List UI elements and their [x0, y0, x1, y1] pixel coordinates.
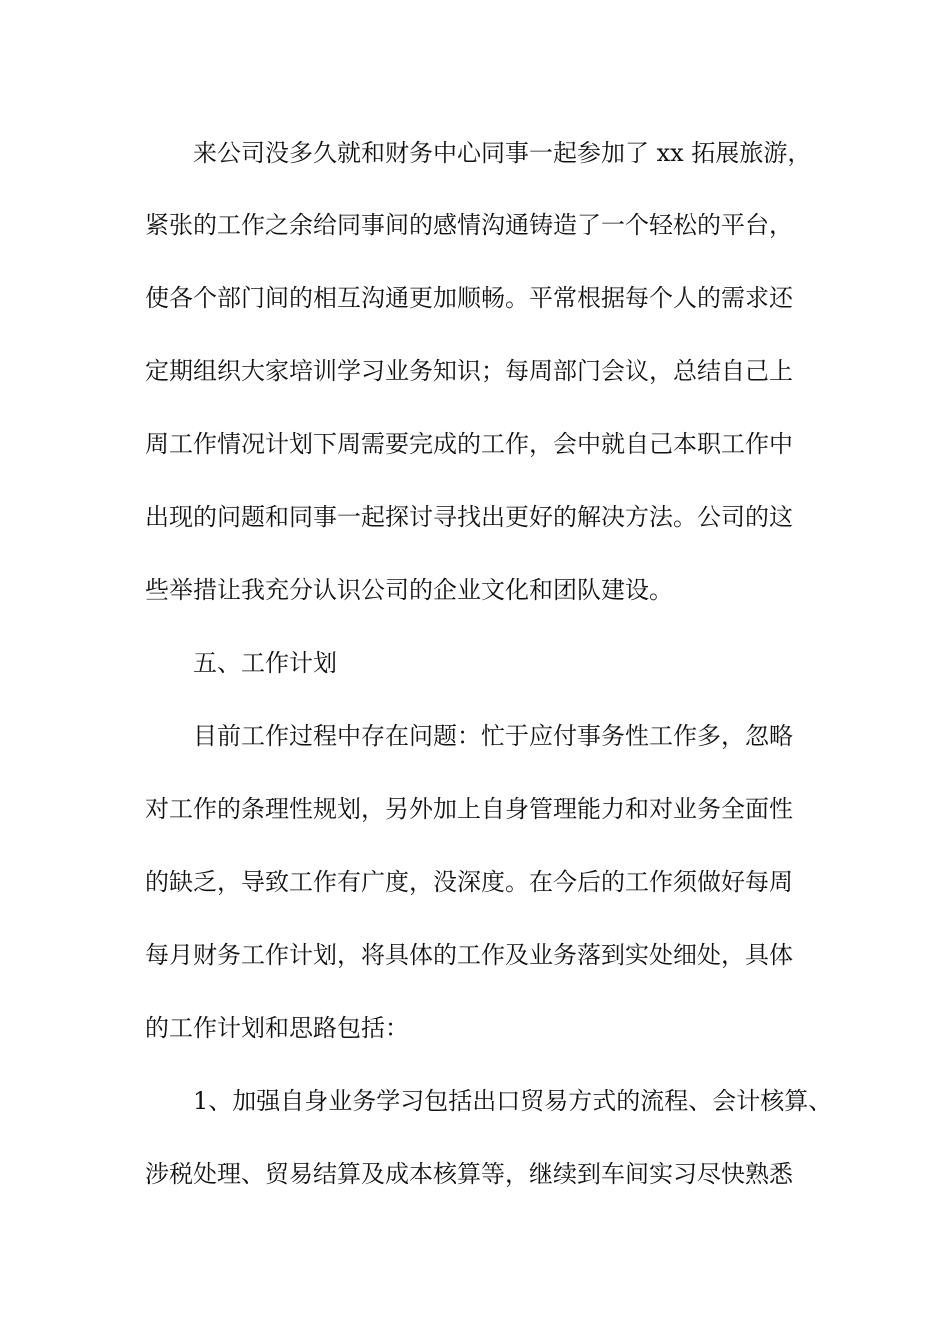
paragraph-line: 使各个部门间的相互沟通更加顺畅。平常根据每个人的需求还 [145, 284, 793, 312]
paragraph-line: 周工作情况计划下周需要完成的工作，会中就自己本职工作中 [145, 430, 793, 458]
paragraph-line: 些举措让我充分认识公司的企业文化和团队建设。 [145, 576, 673, 604]
paragraph-line: 目前工作过程中存在问题：忙于应付事务性工作多，忽略 [193, 722, 793, 750]
list-item-line: 1、加强自身业务学习包括出口贸易方式的流程、会计核算、 [193, 1087, 833, 1115]
paragraph-line: 定期组织大家培训学习业务知识；每周部门会议，总结自己上 [145, 357, 793, 385]
paragraph-line: 出现的问题和同事一起探讨寻找出更好的解决方法。公司的这 [145, 503, 793, 531]
paragraph-line: 对工作的条理性规划，另外加上自身管理能力和对业务全面性 [145, 795, 793, 823]
paragraph-line: 紧张的工作之余给同事间的感情沟通铸造了一个轻松的平台， [145, 211, 793, 239]
section-heading: 五、工作计划 [193, 649, 337, 677]
paragraph-line: 每月财务工作计划，将具体的工作及业务落到实处细处，具体 [145, 941, 793, 969]
list-item-line: 涉税处理、贸易结算及成本核算等，继续到车间实习尽快熟悉 [145, 1160, 793, 1188]
paragraph-line: 来公司没多久就和财务中心同事一起参加了 xx 拓展旅游， [193, 139, 812, 167]
paragraph-line: 的工作计划和思路包括： [145, 1014, 409, 1042]
paragraph-line: 的缺乏，导致工作有广度，没深度。在今后的工作须做好每周 [145, 868, 793, 896]
